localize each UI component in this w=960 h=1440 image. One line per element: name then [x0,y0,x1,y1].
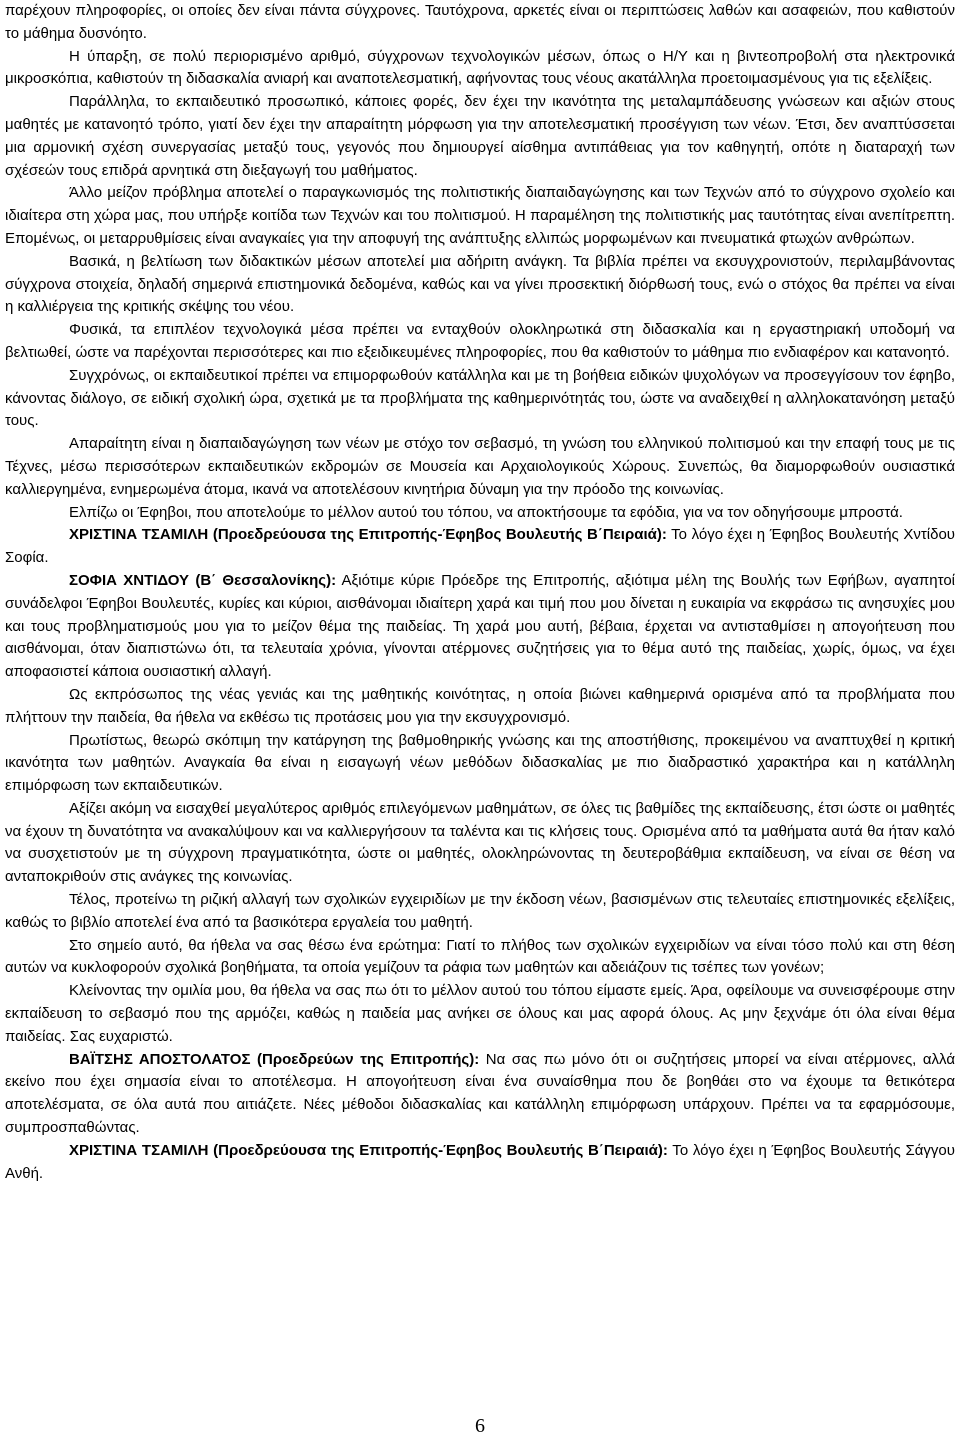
paragraph [5,433,955,501]
paragraph-text: Η ύπαρξη, σε πολύ περιορισμένο αριθμό, σύγχρονων τεχνολογικών μέσων, όπως ο Η/Υ και η βιντεοπροβολή στα ηλεκτρονικά μικροσκόπια, καθιστούν τη διδασκαλία ανιαρή και αναποτελεσματική, αφήνοντας τους νέους ακατάλληλα προετοιμασμένους για τις εξελίξεις. [5,47,955,88]
paragraph-text: Αξίζει ακόμη να εισαχθεί μεγαλύτερος αριθμός επιλεγόμενων μαθημάτων, σε όλες τις βαθμίδες της εκπαίδευσης, έτσι ώστε οι μαθητές να έχουν τη δυνατότητα να ανακαλύψουν και να καλλιεργήσουν τα ταλέντα και τις κλήσεις τους. Ορισμένα από τα μαθήματα αυτά θα ήταν καλό να συσχετιστούν με τη σύγχρονη πραγματικότητα, ώστε οι μαθητές, ολοκληρώνοντας τη δευτεροβάθμια εκπαίδευση, να είναι σε θέση να ανταποκριθούν στις ανάγκες της κοινωνίας. [5,799,955,886]
body-text [5,0,955,1185]
paragraph [5,182,955,250]
paragraph-text: Παράλληλα, το εκπαιδευτικό προσωπικό, κάποιες φορές, δεν έχει την ικανότητα της μεταλαμπάδευσης γνώσεων και αξιών στους μαθητές με κατανοητό τρόπο, γιατί δεν έχει την απαραίτητη μόρφωση για την αποτελεσματική προσέγγιση των νέων. Έτσι, δεν αναπτύσσεται μια αρμονική σχέση συνεργασίας μεταξύ τους, γεγονός που δημιουργεί αίσθημα αντιπάθειας για τον καθηγητή, οπότε η διαταραχή των σχέσεών τους επιδρά αρνητικά στη διεξαγωγή του μαθήματος. [5,93,955,179]
paragraph-text: Βασικά, η βελτίωση των διδακτικών μέσων αποτελεί μια αδήριτη ανάγκη. Τα βιβλία πρέπει να εκσυγχρονιστούν, περιλαμβάνοντας σύγχρονα στοιχεία, δηλαδή σημερινά επιστημονικά δεδομένα, καθώς και να γίνει προσεκτική διόρθωσή τους, ενώ ο στόχος θα πρέπει να είναι η καλλιέργεια της κριτικής σκέψης του νέου. [5,252,955,316]
paragraph [5,684,955,730]
paragraph-text: Πρωτίστως, θεωρώ σκόπιμη την κατάργηση της βαθμοθηρικής γνώσης και της αποστήθισης, προκειμένου να αναπτυχθεί η κριτική ικανότητα των μαθητών. Αναγκαία θα είναι η εισαγωγή νέων μεθόδων διδασκαλίας με πιο διαδραστικό χαρακτήρα και η κατάλληλη επιμόρφωση των εκπαιδευτικών. [5,731,955,795]
speaker-name: ΒΑΪΤΣΗΣ ΑΠΟΣΤΟΛΑΤΟΣ (Προεδρεύων της Επιτροπής): [69,1050,480,1068]
paragraph [5,365,955,433]
paragraph [5,798,955,889]
paragraph [5,502,955,525]
speaker-paragraph [5,1049,955,1140]
paragraph-text: Συγχρόνως, οι εκπαιδευτικοί πρέπει να επιμορφωθούν κατάλληλα και με τη βοήθεια ειδικών ψυχολόγων να προσεγγίσουν τον έφηβο, κάνοντας διάλογο, σε ειδική σχολική ώρα, σχετικά με τα προβλήματα της καθημερινότητάς του, ώστε να αναδειχθεί η αλληλοκατανόηση μεταξύ τους. [5,366,955,430]
paragraph [5,46,955,92]
paragraph [5,935,955,981]
speaker-name: ΧΡΙΣΤΙΝΑ ΤΣΑΜΙΛΗ (Προεδρεύουσα της Επιτροπής-Έφηβος Βουλευτής Β΄Πειραιά): [69,526,667,544]
paragraph-text: Απαραίτητη είναι η διαπαιδαγώγηση των νέων με στόχο τον σεβασμό, τη γνώση του ελληνικού πολιτισμού και την επαφή τους με τις Τέχνες, μέσω περισσότερων εκπαιδευτικών εκδρομών σε Μουσεία και Αρχαιολογικούς Χώρους. Συνεπώς, θα διαμορφωθούν ουσιαστικά καλλιεργημένα, ενημερωμένα άτομα, ικανά να αποτελέσουν κινητήρια δύναμη για την πρόοδο της κοινωνίας. [5,435,955,498]
paragraph [5,319,955,365]
paragraph-text: Να σας πω μόνο ότι οι συζητήσεις μπορεί να είναι ατέρμονες, αλλά εκείνο που έχει σημασία είναι το αποτέλεσμα. Η απογοήτευση είναι ένα συναίσθημα που δε βοηθάει στο να έχουμε τα θετικότερα αποτελέσματα, σε όλα αυτά που αιτιάζετε. Νέες μέθοδοι διδασκαλίας και κατάλληλη επιμόρφωση υπάρχουν. Πρέπει να τα εφαρμόσουμε, συμπροσπαθώντας. [5,1050,956,1137]
paragraph-text: Το λόγο έχει η Έφηβος Βουλευτής Σάγγου Ανθή. [5,1141,955,1182]
paragraph-text: Στο σημείο αυτό, θα ήθελα να σας θέσω ένα ερώτημα: Γιατί το πλήθος των σχολικών εγχειριδίων να είναι τόσο πολύ και στη θέση αυτών να κυκλοφορούν σχολικά βοηθήματα, τα οποία γεμίζουν τα ράφια των μαθητών και αδειάζουν τις τσέπες των γονέων; [5,936,955,977]
paragraph-text: Άλλο μείζον πρόβλημα αποτελεί ο παραγκωνισμός της πολιτιστικής διαπαιδαγώγησης και των Τεχνών από το σύγχρονο σχολείο και ιδιαίτερα στη χώρα μας, που υπήρξε κοιτίδα των Τεχνών και του πολιτισμού. Η παραμέληση της πολιτιστικής μας ταυτότητας είναι ανεπίτρεπτη. Επομένως, οι μεταρρυθμίσεις είναι αναγκαίες για την αποφυγή της ανάπτυξης ελλιπώς μορφωμένων και πνευματικά φτωχών ανθρώπων. [5,184,955,247]
speaker-paragraph [5,1140,955,1186]
paragraph-text: Το λόγο έχει η Έφηβος Βουλευτής Χντίδου Σοφία. [5,526,956,567]
paragraph [5,251,955,319]
paragraph [5,980,955,1048]
paragraph-text: Ως εκπρόσωπος της νέας γενιάς και της μαθητικής κοινότητας, η οποία βιώνει καθημερινά ορισμένα από τα προβλήματα που πλήττουν την παιδεία, θα ήθελα να εκθέσω τις προτάσεις μου για την εκσυγχρονισμό. [5,685,955,726]
paragraph [5,91,955,182]
paragraph [5,889,955,935]
speaker-name: ΣΟΦΙΑ ΧΝΤΙΔΟΥ (Β΄ Θεσσαλονίκης): [69,571,337,589]
paragraph-text: παρέχουν πληροφορίες, οι οποίες δεν είναι πάντα σύγχρονες. Ταυτόχρονα, αρκετές είναι οι περιπτώσεις λαθών και ασαφειών, που καθιστούν το μάθημα δυσνόητο. [5,2,955,42]
page-number: 6 [475,1415,485,1437]
paragraph-text: Φυσικά, τα επιπλέον τεχνολογικά μέσα πρέπει να ενταχθούν ολοκληρωτικά στη διδασκαλία και η εργαστηριακή υποδομή να βελτιωθεί, ώστε να παρέχονται περισσότερες και πιο εξειδικευμένες πληροφορίες, που θα καθιστούν το μάθημα πιο ενδιαφέρον και κατανοητό. [5,321,955,361]
paragraph-text: Αξιότιμε κύριε Πρόεδρε της Επιτροπής, αξιότιμα μέλη της Βουλής των Εφήβων, αγαπητοί συνάδελφοι Έφηβοι Βουλευτές, κυρίες και κύριοι, αισθάνομαι ιδιαίτερη χαρά και τιμή που μου δίνεται η ευκαιρία να εκφράσω τις ανησυχίες μου και τους προβληματισμούς μου για το μείζον θέμα της παιδείας. Τη χαρά μου αυτή, βέβαια, έρχεται να αντισταθμίσει η απογοήτευση που αισθάνομαι, όταν διαπιστώνω ότι, τα τελευταία χρόνια, γίνονται ατέρμονες συζητήσεις για το θέμα αυτό της παιδείας, χωρίς, όμως, να έχει αποφασιστεί κάποια ουσιαστική αλλαγή. [5,571,955,681]
paragraph [5,0,955,46]
paragraph-text: Κλείνοντας την ομιλία μου, θα ήθελα να σας πω ότι το μέλλον αυτού του τόπου είμαστε εμείς. Άρα, οφείλουμε να συνεισφέρουμε στην εκπαίδευση το σεβασμό που της αρμόζει, καθώς η παιδεία μας ανήκει σε όλους και μας αφορά όλους. Ας μην ξεχνάμε ότι όλα είναι θέμα παιδείας. Σας ευχαριστώ. [5,982,955,1045]
speaker-paragraph [5,524,955,570]
speaker-paragraph [5,570,955,684]
paragraph-text: Τέλος, προτείνω τη ριζική αλλαγή των σχολικών εγχειριδίων με την έκδοση νέων, βασισμένων στις τελευταίες επιστημονικές εξελίξεις, καθώς το βιβλίο αποτελεί ένα από τα βασικότερα εργαλεία του μαθητή. [5,891,955,931]
paragraph [5,730,955,798]
paragraph-text: Ελπίζω οι Έφηβοι, που αποτελούμε το μέλλον αυτού του τόπου, να αποκτήσουμε τα εφόδια, για να τον οδηγήσουμε μπροστά. [69,503,903,521]
speaker-name: ΧΡΙΣΤΙΝΑ ΤΣΑΜΙΛΗ (Προεδρεύουσα της Επιτροπής-Έφηβος Βουλευτής Β΄Πειραιά): [69,1141,668,1159]
